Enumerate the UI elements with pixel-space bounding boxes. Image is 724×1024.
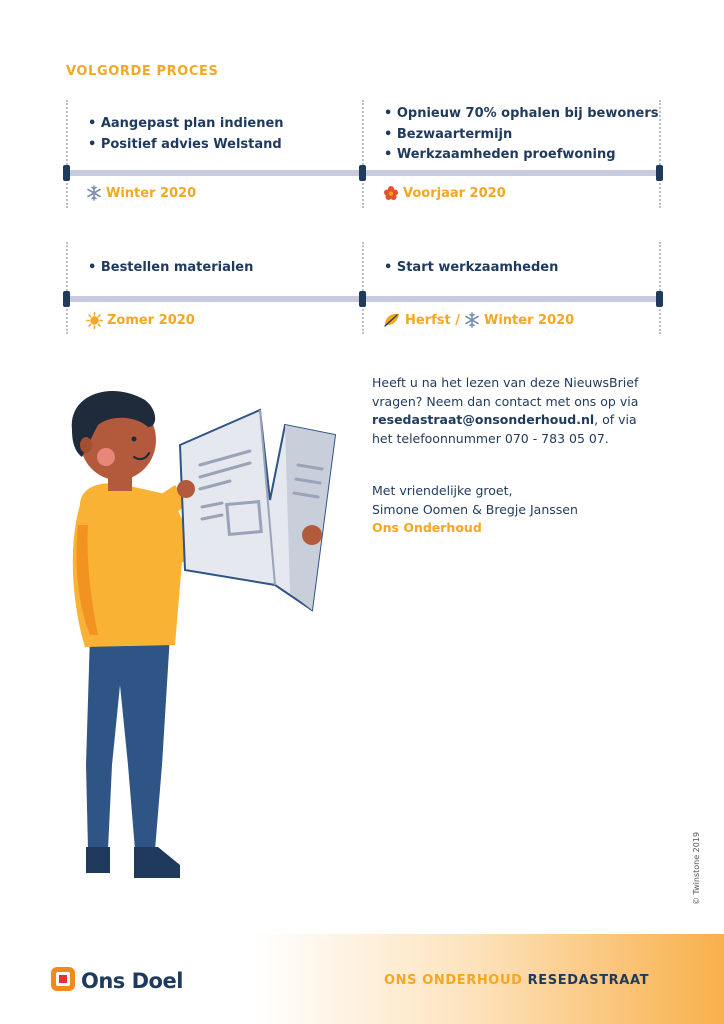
list-item: • Aangepast plan indienen: [88, 114, 284, 135]
person-reading-illustration: [50, 385, 350, 895]
timeline-marker: [359, 165, 366, 181]
season-text: Winter 2020: [106, 185, 197, 201]
timeline-divider: [659, 242, 661, 334]
timeline-marker: [63, 291, 70, 307]
signature-brand: Ons Onderhoud: [372, 520, 482, 535]
timeline-marker: [656, 291, 663, 307]
list-item: • Start werkzaamheden: [384, 258, 558, 279]
season-label: [86, 185, 196, 201]
leaf-icon: [383, 312, 401, 328]
season-label: [86, 312, 195, 329]
timeline-marker: [656, 165, 663, 181]
bullet-list: [384, 258, 558, 279]
season-text: Zomer 2020: [107, 313, 195, 328]
greeting: Met vriendelijke groet,: [372, 483, 513, 498]
timeline-divider: [659, 100, 661, 208]
footer-title-part: RESEDASTRAAT: [527, 973, 650, 988]
bullet-list: [384, 104, 659, 166]
contact-text: Heeft u na het lezen van deze NieuwsBrief: [372, 375, 639, 390]
sun-icon: [86, 312, 103, 329]
spacer: [372, 448, 672, 482]
bullet-list: [88, 114, 284, 155]
list-item: • Bestellen materialen: [88, 258, 253, 279]
season-text: Winter 2020: [484, 312, 575, 328]
timeline-divider: [362, 100, 364, 208]
contact-text-suffix: , of via: [594, 412, 637, 427]
list-item: • Opnieuw 70% ophalen bij bewoners: [384, 104, 659, 125]
copyright: © Twinstone 2019: [692, 831, 701, 905]
logo-text: Ons Doel: [81, 969, 183, 993]
season-label: [383, 185, 506, 201]
section-title: VOLGORDE PROCES: [66, 64, 219, 79]
season-text: Voorjaar 2020: [403, 185, 506, 201]
list-item: • Werkzaamheden proefwoning: [384, 145, 659, 166]
footer-title: [384, 973, 649, 988]
timeline-divider: [66, 242, 68, 334]
footer-title-part: ONS ONDERHOUD: [384, 973, 523, 988]
timeline-divider: [362, 242, 364, 334]
email-link[interactable]: resedastraat@onsonderhoud.nl: [372, 412, 595, 427]
timeline-marker: [359, 291, 366, 307]
signature-names: Simone Oomen & Bregje Janssen: [372, 501, 578, 517]
season-text: Herfst /: [405, 312, 460, 328]
contact-block: [372, 374, 672, 538]
contact-text: [372, 411, 672, 430]
list-item: • Bezwaartermijn: [384, 125, 659, 146]
timeline-marker: [63, 165, 70, 181]
timeline-divider: [66, 100, 68, 208]
flower-icon: [383, 185, 399, 201]
contact-text: vragen? Neem dan contact met ons op via: [372, 393, 639, 409]
snowflake-icon: [86, 185, 102, 201]
bullet-list: [88, 258, 253, 279]
snowflake-icon: [464, 312, 480, 328]
logo-icon: [50, 966, 76, 996]
contact-text: het telefoonnummer 070 - 783 05 07.: [372, 430, 609, 446]
brand-logo: [50, 966, 183, 996]
list-item: • Positief advies Welstand: [88, 135, 284, 156]
season-label: [383, 312, 574, 328]
